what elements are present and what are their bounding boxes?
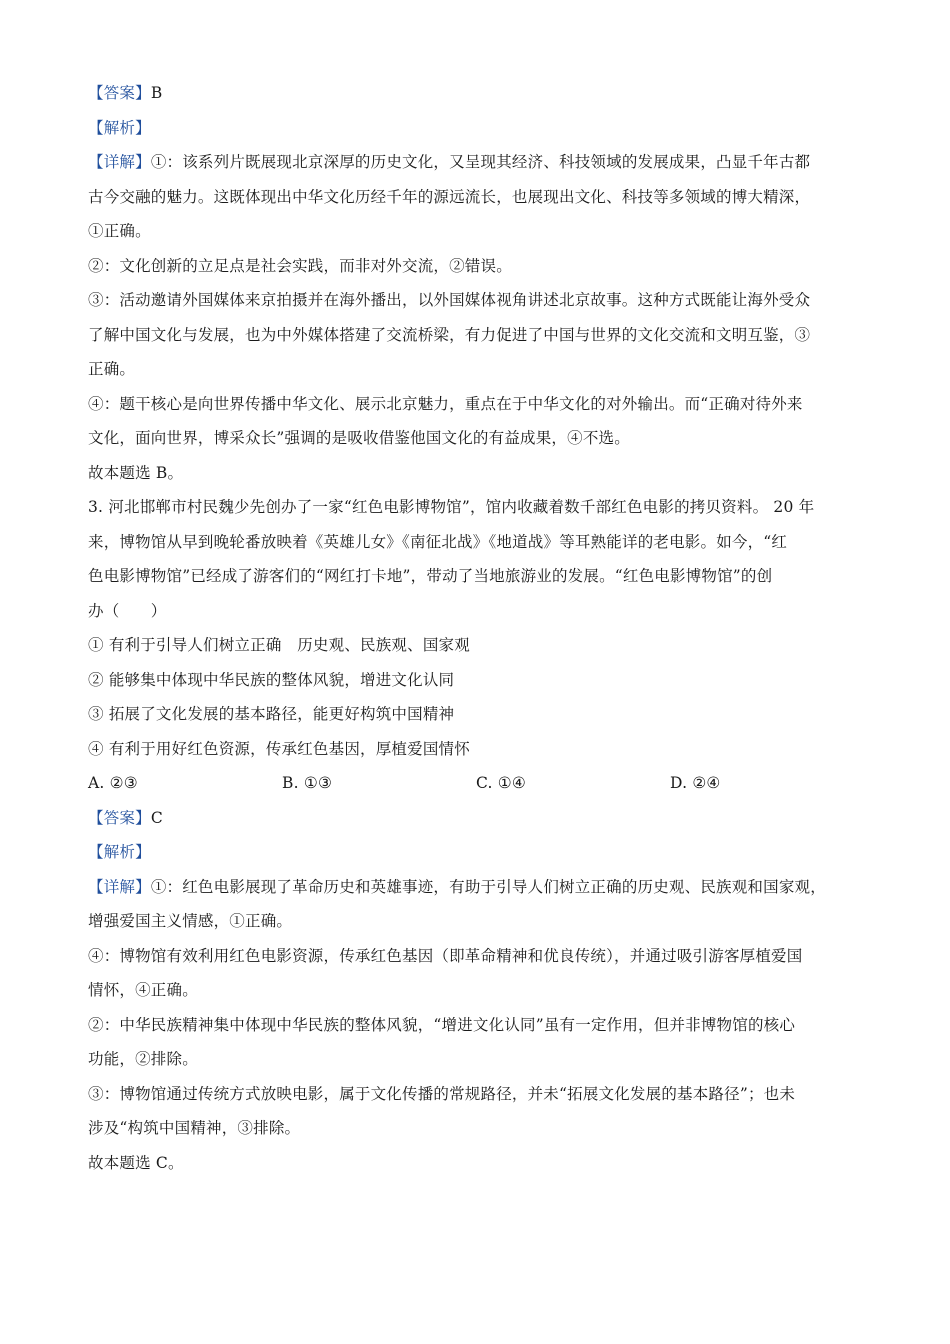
answer-tag: 【答案】 — [88, 84, 151, 102]
q3-detail-line — [88, 870, 878, 905]
option-d: D. ②④ — [670, 774, 721, 792]
q2-answer-line — [88, 76, 878, 111]
text-line: 情怀，④正确。 — [88, 981, 198, 999]
analysis-tag: 【解析】 — [88, 118, 151, 137]
option-b: B. ①③ — [282, 774, 333, 792]
text-line: ①正确。 — [88, 222, 151, 240]
answer-value: C — [150, 808, 163, 827]
text-line: 正确。 — [88, 360, 136, 378]
text-line: ④：题干核心是向世界传播中华文化、展示北京魅力，重点在于中华文化的对外输出。而“正确对待外来 — [88, 394, 803, 413]
detail-text: ①：红色电影展现了革命历史和英雄事迹，有助于引导人们树立正确的历史观、民族观和国家观， — [150, 877, 826, 896]
conclusion-line: 故本题选 C。 — [88, 1153, 184, 1172]
question-stem-line: 办（ ） — [88, 601, 167, 620]
q2-analysis-line — [88, 111, 878, 146]
conclusion-line: 故本题选 B。 — [88, 463, 184, 482]
statement-3: ③ 拓展了文化发展的基本路径，能更好构筑中国精神 — [88, 705, 455, 723]
text-line: 文化，面向世界，博采众长”强调的是吸收借鉴他国文化的有益成果，④不选。 — [88, 429, 630, 447]
option-c: C. ①④ — [476, 774, 526, 792]
q2-detail-line — [88, 145, 878, 180]
text-line: ②：文化创新的立足点是社会实践，而非对外交流，②错误。 — [88, 256, 512, 275]
question-stem-line: 3. 河北邯郸市村民魏少先创办了一家“红色电影博物馆”，馆内收藏着数千部红色电影的拷贝资料。 20 年 — [88, 498, 815, 516]
text-line: ②：中华民族精神集中体现中华民族的整体风貌，“增进文化认同”虽有一定作用，但并非博物馆的核心 — [88, 1015, 796, 1034]
text-line: ④：博物馆有效利用红色电影资源，传承红色基因（即革命精神和优良传统），并通过吸引游客厚植爱国 — [88, 946, 803, 965]
document-page — [88, 76, 878, 1180]
text-line: ③：博物馆通过传统方式放映电影，属于文化传播的常规路径，并未“拓展文化发展的基本路径”；也未 — [88, 1084, 796, 1103]
detail-tag: 【详解】 — [88, 153, 151, 171]
question-stem-line: 色电影博物馆”已经成了游客们的“网红打卡地”，带动了当地旅游业的发展。“红色电影博物馆”的创 — [88, 567, 773, 585]
q3-answer-line — [88, 801, 878, 836]
answer-options — [88, 766, 878, 801]
answer-value: B — [150, 84, 163, 102]
text-line: 了解中国文化与发展，也为中外媒体搭建了交流桥梁，有力促进了中国与世界的文化交流和文明互鉴，③ — [88, 325, 811, 344]
text-line: ③：活动邀请外国媒体来京拍摄并在海外播出，以外国媒体视角讲述北京故事。这种方式既能让海外受众 — [88, 291, 811, 309]
statement-1: ① 有利于引导人们树立正确 历史观、民族观、国家观 — [88, 636, 470, 654]
detail-text: ①：该系列片既展现北京深厚的历史文化，又呈现其经济、科技领域的发展成果，凸显千年古都 — [150, 153, 811, 171]
option-a: A. ②③ — [88, 774, 138, 792]
statement-4: ④ 有利于用好红色资源，传承红色基因，厚植爱国情怀 — [88, 739, 470, 758]
text-line: 增强爱国主义情感，①正确。 — [88, 912, 293, 930]
answer-tag: 【答案】 — [88, 808, 151, 827]
text-line: 功能，②排除。 — [88, 1050, 198, 1068]
text-line: 古今交融的魅力。这既体现出中华文化历经千年的源远流长，也展现出文化、科技等多领域的博大精深， — [88, 187, 811, 206]
text-line: 涉及“构筑中国精神，③排除。 — [88, 1119, 301, 1137]
analysis-tag: 【解析】 — [88, 843, 151, 861]
statement-2: ② 能够集中体现中华民族的整体风貌，增进文化认同 — [88, 670, 455, 689]
question-stem-line: 来，博物馆从早到晚轮番放映着《英雄儿女》《南征北战》《地道战》等耳熟能详的老电影。如今，“红 — [88, 532, 788, 551]
detail-tag: 【详解】 — [88, 877, 151, 896]
q3-analysis-line — [88, 835, 878, 870]
